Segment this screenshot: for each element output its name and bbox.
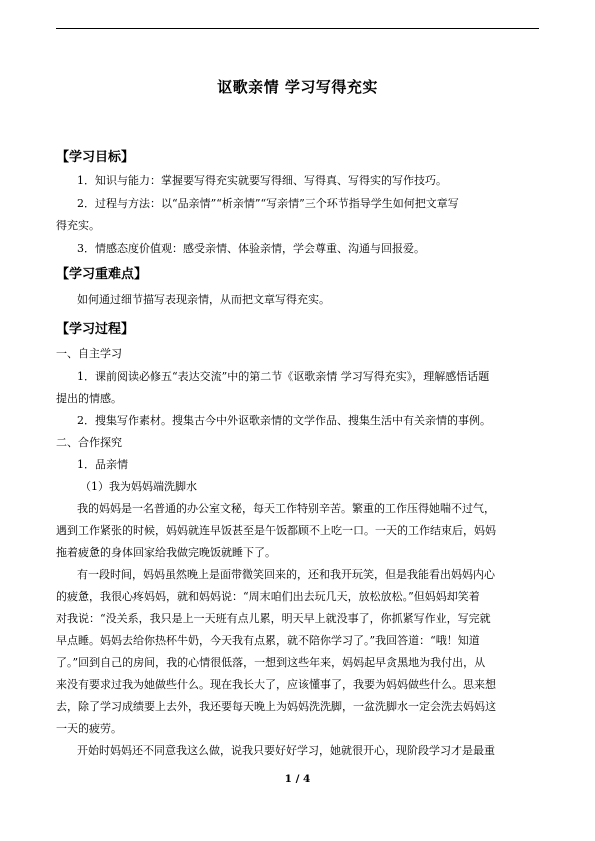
heading-process: 【学习过程】 [56,322,135,337]
process-line: 2．搜集写作素材。搜集古今中外讴歌亲情的文学作品、搜集生活中有关亲情的事例。 [77,414,491,427]
heading-key-points: 【学习重难点】 [56,267,148,282]
top-rule [56,28,539,29]
goal-line: 得充实。 [56,219,100,232]
goal-line: 2．过程与方法：以“品亲情”“析亲情”“写亲情”三个环节指导学生如何把文章写 [77,197,459,210]
paragraph-line: 来没有要求过我为她做些什么。现在我长大了，应该懂事了，我要为妈妈做些什么。思来想 [56,678,496,691]
key-point-line: 如何通过细节描写表现亲情，从而把文章写得充实。 [77,293,330,306]
subsection-heading: 1．品亲情 [77,458,128,471]
paragraph-line: 拖着疲惫的身体回家给我做完晚饭就睡下了。 [56,546,276,559]
paragraph-line: 一天的疲劳。 [56,722,122,735]
paragraph-line: 有一段时间，妈妈虽然晚上是面带微笑回来的，还和我开玩笑，但是我能看出妈妈内心 [77,568,495,581]
paragraph-line: 的疲惫，我很心疼妈妈，就和妈妈说：“周末咱们出去玩几天，放松放松。”但妈妈却笑着 [56,590,480,603]
process-line: 提出的情感。 [56,392,122,405]
paragraph-line: 遇到工作紧张的时候，妈妈就连早饭甚至是午饭都顾不上吃一口。一天的工作结束后，妈妈 [56,524,496,537]
paragraph-line: 我的妈妈是一名普通的办公室文秘，每天工作特别辛苦。繁重的工作压得她喘不过气， [77,502,495,515]
paragraph-line: 开始时妈妈还不同意我这么做，说我只要好好学习，她就很开心，现阶段学习才是最重 [77,744,495,757]
paragraph-line: 了。”回到自己的房间，我的心情很低落，一想到这些年来，妈妈起早贪黑地为我付出，从 [56,656,486,669]
section-heading: 一、自主学习 [56,347,122,360]
document-title: 讴歌亲情 学习写得充实 [217,78,378,96]
page-number: 1 / 4 [284,773,311,785]
paragraph-line: 去，除了学习成绩要上去外，我还要每天晚上为妈妈洗洗脚，一盆洗脚水一定会洗去妈妈这 [56,700,496,713]
paragraph-line: 对我说：“没关系，我只是上一天班有点儿累，明天早上就没事了，你抓紧写作业，写完就 [56,612,491,625]
subsection-heading: （1）我为妈妈端洗脚水 [80,480,197,493]
section-heading: 二、合作探究 [56,436,122,449]
paragraph-line: 早点睡。妈妈去给你热杯牛奶，今天我有点累，就不陪你学习了。”我回答道：“哦！知道 [56,634,480,647]
heading-goals: 【学习目标】 [56,150,135,165]
goal-line: 3．情感态度价值观：感受亲情、体验亲情，学会尊重、沟通与回报爱。 [77,242,425,255]
process-line: 1．课前阅读必修五“表达交流”中的第二节《讴歌亲情 学习写得充实》，理解感悟话题 [77,370,490,383]
goal-line: 1．知识与能力：掌握要写得充实就要写得细、写得真、写得实的写作技巧。 [77,174,447,187]
